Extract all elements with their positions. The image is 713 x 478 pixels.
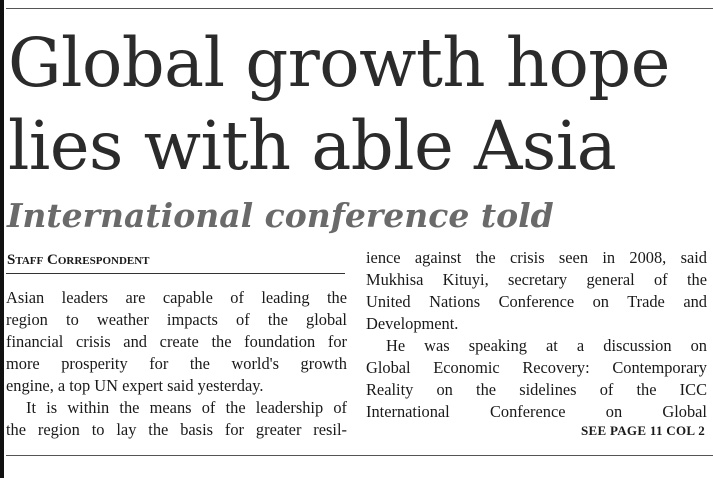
text-line: He was speaking at a discussion on [386, 336, 707, 355]
text-line: It is within the means of the leadership of [26, 398, 347, 417]
text-line: more prosperity for the world's growth [6, 354, 347, 373]
article-column-1 [6, 287, 347, 441]
text-line: engine, a top UN expert said yesterday. [6, 376, 264, 395]
text-line: financial crisis and create the foundation for [6, 332, 347, 351]
continued-jump-line: SEE PAGE 11 COL 2 [580, 423, 705, 438]
text-line: region to weather impacts of the global [6, 310, 347, 329]
text-line: Global Economic Recovery: Contemporary [366, 358, 707, 377]
headline-line-2: lies with able Asia [8, 107, 617, 185]
byline-rule [6, 273, 345, 274]
byline: Staff Correspondent [7, 252, 150, 268]
text-line: United Nations Conference on Trade and [366, 292, 707, 311]
text-line: the region to lay the basis for greater resil- [6, 420, 347, 439]
text-line: Reality on the sidelines of the ICC [366, 380, 707, 399]
text-line: ience against the crisis seen in 2008, said [366, 248, 707, 267]
article-column-2 [366, 247, 707, 423]
text-line: Mukhisa Kituyi, secretary general of the [366, 270, 707, 289]
text-line: International Conference on Global [366, 402, 707, 421]
page-edge-bar [0, 0, 4, 478]
headline [8, 22, 708, 188]
subheadline: International conference told [7, 196, 554, 235]
text-line: Development. [366, 314, 459, 333]
top-rule [6, 8, 713, 9]
headline-line-1: Global growth hope [8, 24, 670, 102]
bottom-rule [6, 455, 713, 456]
text-line: Asian leaders are capable of leading the [6, 288, 347, 307]
